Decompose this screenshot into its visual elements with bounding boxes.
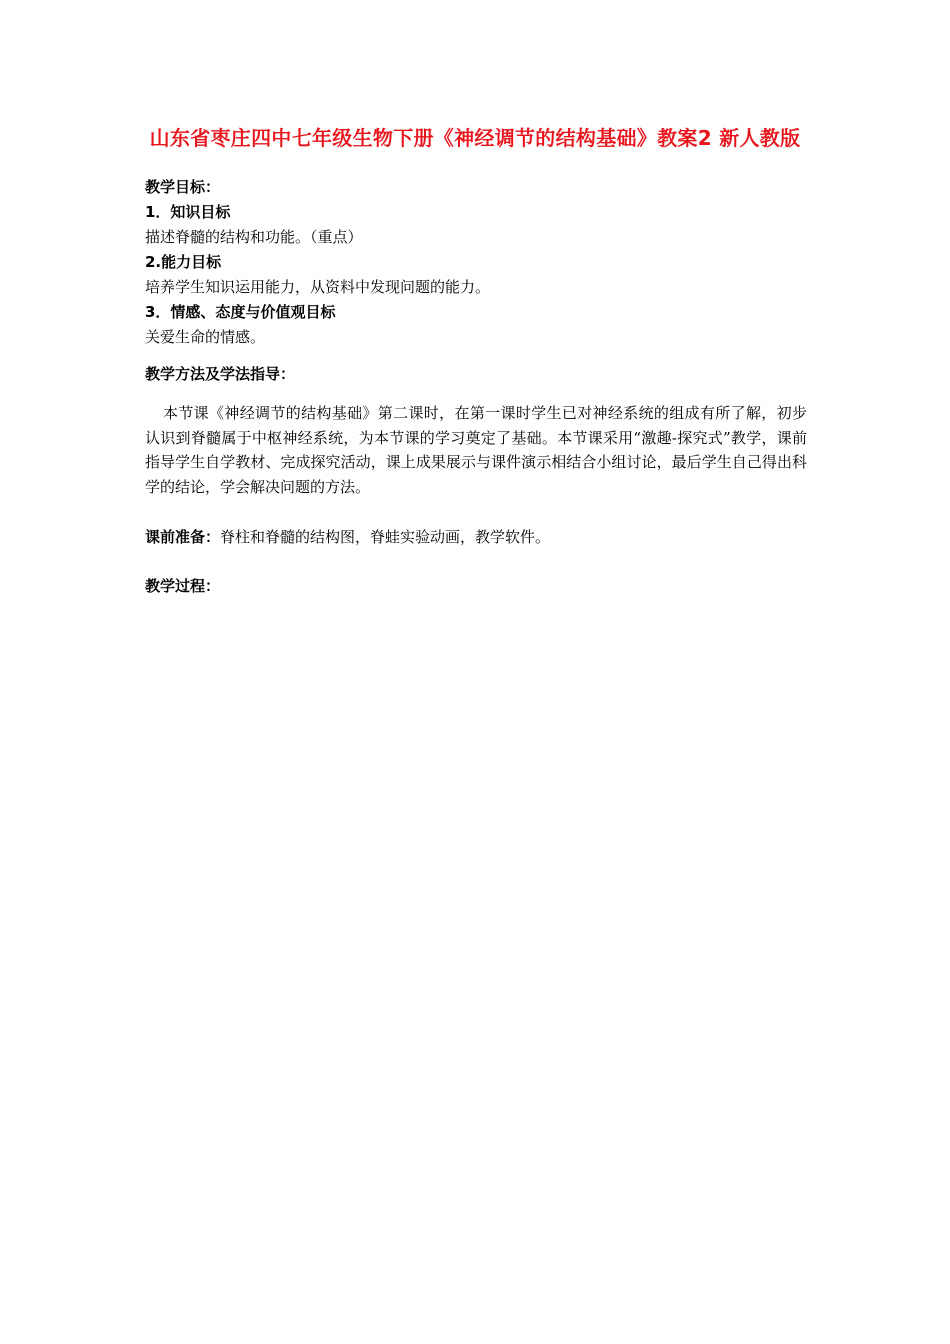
prep-text: 脊柱和脊髓的结构图，脊蛙实验动画，教学软件。	[220, 528, 551, 546]
objectives-heading: 教学目标：	[145, 178, 221, 196]
process-heading: 教学过程：	[145, 577, 221, 595]
emotion-objective-text: 关爱生命的情感。	[145, 328, 266, 346]
knowledge-objective-text: 描述脊髓的结构和功能。（重点）	[145, 228, 363, 246]
document-title: 山东省枣庄四中七年级生物下册《神经调节的结构基础》教案2 新人教版	[149, 126, 801, 150]
ability-objective-text: 培养学生知识运用能力，从资料中发现问题的能力。	[145, 278, 491, 296]
prep-line	[145, 527, 550, 547]
prep-label: 课前准备：	[145, 528, 221, 546]
emotion-objective-heading: 3．情感、态度与价值观目标	[145, 303, 336, 321]
methods-heading: 教学方法及学法指导：	[145, 365, 296, 383]
ability-objective-heading: 2.能力目标	[145, 253, 222, 271]
methods-paragraph: 本节课《神经调节的结构基础》第二课时，在第一课时学生已对神经系统的组成有所了解，初步认识到脊髓属于中枢神经系统，为本节课的学习奠定了基础。本节课采用“激趣-探究式”教学，课前指导学生自学教材、完成探究活动，课上成果展示与课件演示相结合小组讨论，最后学生自己得出科学的结论，学会解决问题的方法。	[145, 404, 807, 496]
knowledge-objective-heading: 1．知识目标	[145, 203, 231, 221]
